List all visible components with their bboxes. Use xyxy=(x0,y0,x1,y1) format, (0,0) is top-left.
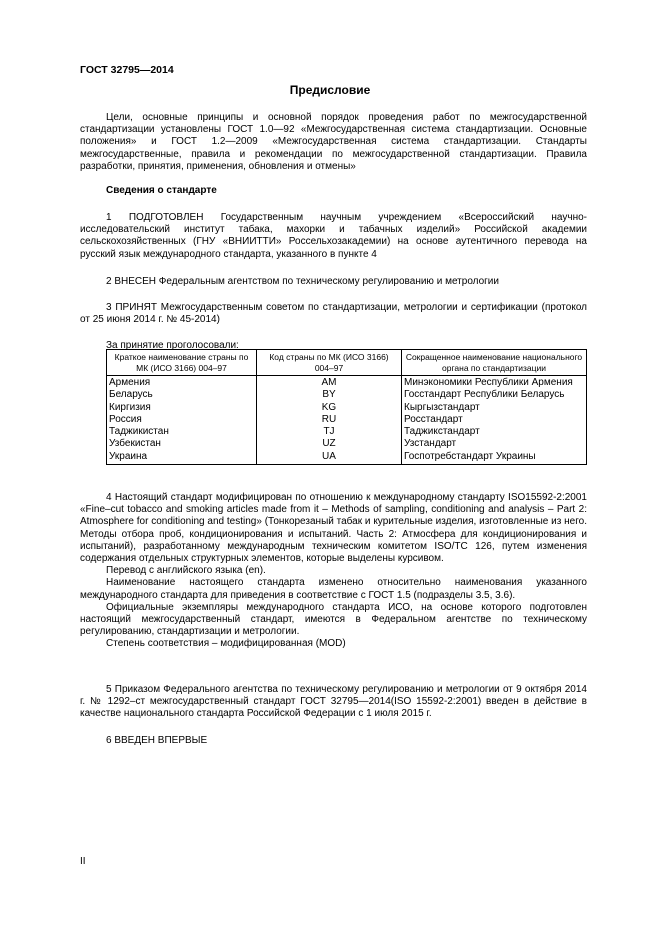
header-country: Краткое наименование страны по МК (ИСО 3166) 004–97 xyxy=(107,350,257,376)
country-name: Украина xyxy=(107,451,257,465)
table-row xyxy=(107,414,587,426)
item-6-text: 6 ВВЕДЕН ВПЕРВЫЕ xyxy=(106,735,208,746)
country-code: RU xyxy=(257,414,402,426)
table-row xyxy=(107,389,587,401)
country-name: Киргизия xyxy=(107,402,257,414)
table-row xyxy=(107,426,587,438)
item-1 xyxy=(80,212,587,261)
table-row xyxy=(107,451,587,465)
table-header-row xyxy=(107,350,587,376)
country-name: Россия xyxy=(107,414,257,426)
item-4-official-copies: Официальные экземпляры международного стандарта ИСО, на основе которого подготовлен настоящий межгосударственный стандарт, имеются в Федеральном агентстве по техническому регулированию, стандартизации и метрологии. xyxy=(80,601,587,638)
page-title: Предисловие xyxy=(289,83,371,97)
country-code: BY xyxy=(257,389,402,401)
country-name: Узбекистан xyxy=(107,438,257,450)
country-code: UZ xyxy=(257,438,402,450)
table-row xyxy=(107,376,587,390)
item-2-text: 2 ВНЕСЕН Федеральным агентством по техническому регулированию и метрологии xyxy=(106,276,499,287)
intro-paragraph xyxy=(80,112,587,173)
country-code: AM xyxy=(257,376,402,390)
item-6 xyxy=(80,735,587,747)
item-5 xyxy=(80,684,587,721)
item-4-text: 4 Настоящий стандарт модифицирован по отношению к международному стандарту ISO15592-2:2001 «Fine–cut tobacco and smoking articles made from it – Methods of sampling, conditioning and analysis – Part 2: Atmosphere for conditioning and testing» (Тонкорезаный табак и курительные изделия, изготовленные из него. Методы отбора проб, кондиционирования и испытаний. Часть 2: Атмосфера для кондиционирования и испытаний), разработанному международным техническим комитетом ISO/TC 126, путем изменения содержания отдельных структурных элементов, которые выделены курсивом. xyxy=(80,492,587,565)
country-name: Беларусь xyxy=(107,389,257,401)
country-code: UA xyxy=(257,451,402,465)
item-4 xyxy=(80,492,587,651)
item-5-text: 5 Приказом Федерального агентства по техническому регулированию и метрологии от 9 октября 2014 г. № 1292–ст межгосударственный стандарт ГОСТ 32795—2014(ISO 15592-2:2001) введен в действие в качестве национального стандарта Российской Федерации с 1 июля 2015 г. xyxy=(80,684,587,720)
header-body: Сокращенное наименование национального органа по стандартизации xyxy=(402,350,587,376)
item-1-text: 1 ПОДГОТОВЛЕН Государственным научным учреждением «Всероссийский научно-исследовательский институт табака, махорки и табачных изделий» Российской академии сельскохозяйственных (ГНУ «ВНИИТТИ» Россельхозакадемии) на основе аутентичного перевода на русский язык международного стандарта, указанного в пункте 4 xyxy=(80,212,587,260)
country-code: KG xyxy=(257,402,402,414)
standards-body: Госстандарт Республики Беларусь xyxy=(402,389,587,401)
country-name: Армения xyxy=(107,376,257,390)
page-number: II xyxy=(80,856,86,867)
document-id: ГОСТ 32795—2014 xyxy=(80,64,174,76)
item-4-conformity: Степень соответствия – модифицированная (MOD) xyxy=(106,638,346,650)
section-heading: Сведения о стандарте xyxy=(106,185,217,196)
item-4-title-change: Наименование настоящего стандарта изменено относительно наименования указанного международного стандарта для приведения в соответствие с ГОСТ 1.5 (подразделы 3.5, 3.6). xyxy=(80,577,587,601)
standards-body: Кыргызстандарт xyxy=(402,402,587,414)
header-code: Код страны по МК (ИСО 3166) 004–97 xyxy=(257,350,402,376)
table-row xyxy=(107,438,587,450)
country-code: TJ xyxy=(257,426,402,438)
standards-body: Узстандарт xyxy=(402,438,587,450)
standards-body: Таджикстандарт xyxy=(402,426,587,438)
item-3-text: 3 ПРИНЯТ Межгосударственным советом по стандартизации, метрологии и сертификации (протокол от 25 июня 2014 г. № 45-2014) xyxy=(80,302,587,326)
item-4-translation: Перевод с английского языка (en). xyxy=(106,565,266,577)
standards-body: Минэкономики Республики Армения xyxy=(402,376,587,390)
table-row xyxy=(107,402,587,414)
table-caption: За принятие проголосовали: xyxy=(106,340,239,351)
item-3 xyxy=(80,302,587,326)
intro-text: Цели, основные принципы и основной порядок проведения работ по межгосударственной стандартизации установлены ГОСТ 1.0—92 «Межгосударственная система стандартизации. Основные положения» и ГОСТ 1.2—2009 «Межгосударственная система стандартизации. Стандарты межгосударственные, правила и рекомендации по межгосударственной стандартизации. Правила разработки, принятия, применения, обновления и отмены» xyxy=(80,112,587,172)
country-name: Таджикистан xyxy=(107,426,257,438)
standards-body: Госпотребстандарт Украины xyxy=(402,451,587,465)
item-2 xyxy=(80,276,587,288)
standards-body: Росстандарт xyxy=(402,414,587,426)
voting-table xyxy=(106,349,587,465)
